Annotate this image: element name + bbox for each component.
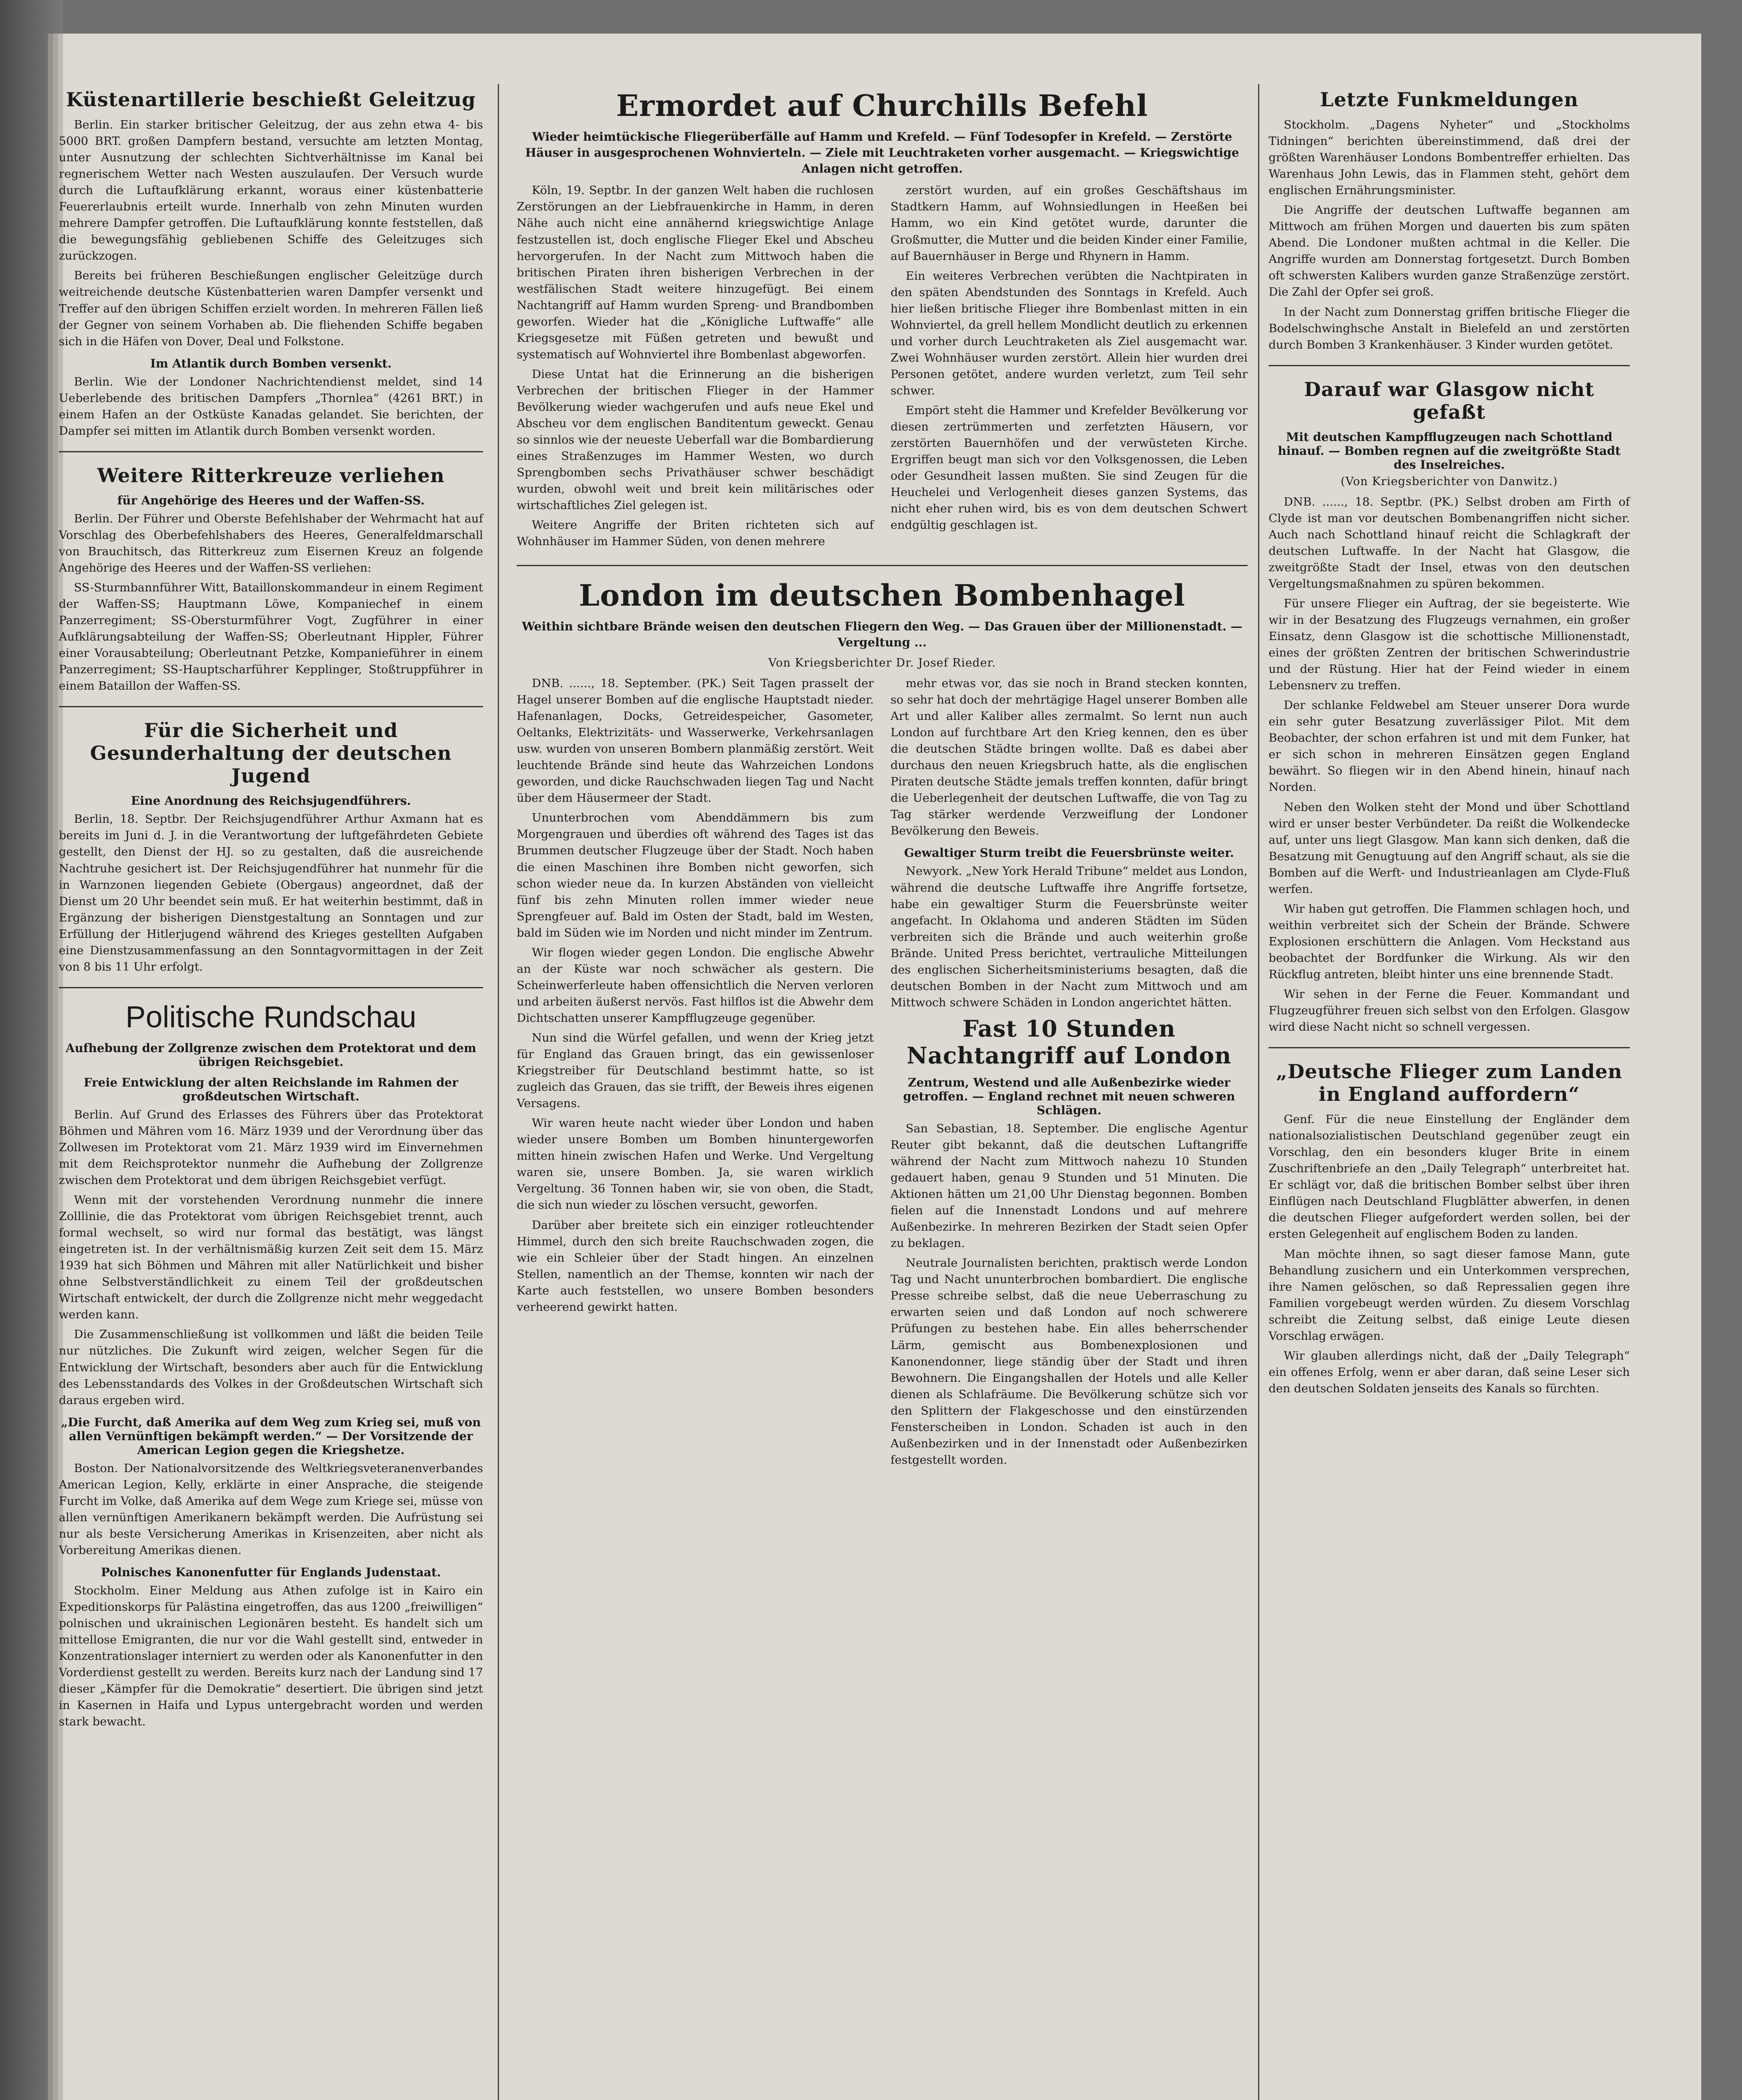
subheading: Gewaltiger Sturm treibt die Feuersbrünste weiter. bbox=[904, 846, 1234, 860]
divider bbox=[59, 987, 483, 988]
article-paragraph: Neutrale Journalisten berichten, praktisch werde London Tag und Nacht ununterbrochen bombardiert. Die englische Presse schreibe selbst, daß die neue Ueberraschung zu erwarten seien und daß London auf noch schwerere Prüfungen zu bestehen habe. Ein alles beherrschender Lärm, gemischt aus Bombenexplosionen und Kanonendonner, liege ständig über der Stadt und ihren Bewohnern. Die Eingangshallen der Hotels und alle Keller dienen als Schlafräume. Die Bevölkerung schütze sich vor den Splittern der Flakgeschosse und den einstürzenden Fensterscheiben in London. Schaden ist auch in den Außenbezirken und in der Innenstadt oder Außenbezirken festgestellt worden. bbox=[891, 1256, 1248, 1467]
headline-churchill: Ermordet auf Churchills Befehl bbox=[616, 88, 1148, 123]
left-column bbox=[59, 84, 483, 1733]
article-paragraph: DNB. ......, 18. September. (PK.) Seit Tagen prasselt der Hagel unserer Bomben auf die englische Hauptstadt nieder. Hafenanlagen, Docks, Getreidespeicher, Gasometer, Oeltanks, Elektrizitäts- und Wasserwerke, Verkehrsanlagen usw. wurden von unseren Bombern planmäßig zerstört. Weit leuchtende Brände sind heute das Wahrzeichen Londons geworden, und dicke Rauchschwaden liegen Tag und Nacht über dem Häusermeer der Stadt. bbox=[517, 677, 874, 805]
headline-kuestenartillerie: Küstenartillerie beschießt Geleitzug bbox=[66, 88, 476, 111]
article-paragraph: Wir glauben allerdings nicht, daß der „Daily Telegraph“ ein offenes Erfolg, wenn er aber daran, daß seine Leser sich den deutschen Soldaten jenseits des Kanals so fürchten. bbox=[1269, 1349, 1630, 1395]
headline-london: London im deutschen Bombenhagel bbox=[579, 578, 1185, 613]
article-paragraph: Wir flogen wieder gegen London. Die englische Abwehr an der Küste war noch schwächer als gestern. Die Scheinwerferleute haben offensichtlich die Nerven verloren und arbeiten äußerst nervös. Fast hilflos ist die Abwehr dem Dichtschatten unserer Kampfflugzeuge gegenüber. bbox=[517, 945, 874, 1025]
divider bbox=[59, 451, 483, 452]
article-paragraph: Wir haben gut getroffen. Die Flammen schlagen hoch, und weithin verbreitet sich der Schein der Brände. Schwere Explosionen erschüttern die Anlagen. Vom Heckstand aus beobachtet der Bordfunker die Wirkung. Als wir den Rückflug antreten, bleibt hinter uns eine brennende Stadt. bbox=[1269, 902, 1630, 981]
article-paragraph: Die Zusammenschließung ist vollkommen und läßt die beiden Teile nur nützliches. Die Zukunft wird zeigen, welcher Segen für die Entwicklung der Wirtschaft, besonders aber auch für die Entwicklung des Lebensstandards des Volkes in der Großdeutschen Wirtschaft sich daraus ergeben wird. bbox=[59, 1328, 483, 1407]
article-paragraph: Wir waren heute nacht wieder über London und haben wieder unsere Bomben um Bomben hinuntergeworfen mitten hinein zwischen Hafen und Werke. Und Vergeltung waren sie, unsere Bomben. Ja, sie waren wirklich Vergeltung. 36 Tonnen haben wir, sie von oben, die Stadt, die sich nun wieder zu löschen versucht, geworfen. bbox=[517, 1116, 874, 1212]
headline-10-stunden: Fast 10 Stunden Nachtangriff auf London bbox=[906, 1015, 1232, 1069]
subheading: Eine Anordnung des Reichsjugendführers. bbox=[131, 794, 411, 808]
article-paragraph: Die Angriffe der deutschen Luftwaffe begannen am Mittwoch am frühen Morgen und dauerten bis zum späten Abend. Die Londoner mußten achtmal in die Keller. Die Angriffe wurden am Donnerstag fortgesetzt. Durch Bomben oft schwersten Kalibers wurden ganze Straßenzüge zerstört. Die Zahl der Opfer sei groß. bbox=[1269, 203, 1630, 299]
article-paragraph: Darüber aber breitete sich ein einziger rotleuchtender Himmel, durch den sich breite Rauchschwaden zogen, die wie ein Schleier über der Stadt hingen. An einzelnen Stellen, namentlich an der Themse, konnten wir nach der Karte auch feststellen, wo unsere Bomben besonders verheerend gewirkt hatten. bbox=[517, 1218, 874, 1314]
headline-jugend: Für die Sicherheit und Gesunderhaltung der deutschen Jugend bbox=[90, 719, 452, 788]
article-paragraph: Stockholm. „Dagens Nyheter“ und „Stockholms Tidningen“ berichten übereinstimmend, daß drei der größten Warenhäuser Londons Bombentreffer erhielten. Das Warenhaus John Lewis, das in Flammen steht, gehört dem englischen Ernährungsminister. bbox=[1269, 118, 1630, 197]
article-paragraph: mehr etwas vor, das sie noch in Brand stecken konnten, so sehr hat doch der mehrtägige Hagel unserer Bomben alle Art und aller Kaliber alles zermalmt. So lernt nun auch London auf furchtbare Art den Krieg kennen, den es über die deutschen Städte bringen wollte. Daß es dabei aber durchaus den neuen Kriegsbruch hatte, als die englischen Piraten deutsche Städte jemals treffen konnten, dafür bringt die Ueberlegenheit der deutschen Luftwaffe, die von Tag zu Tag stärker werdende Verzweiflung der Londoner Bevölkerung den Beweis. bbox=[891, 677, 1248, 838]
article-paragraph: Genf. Für die neue Einstellung der Engländer dem nationalsozialistischen Deutschland gegenüber zeugt ein Vorschlag, den ein besonders kluger Brite in einem Zuschriftenbriefe an den „Daily Telegraph“ unterbreitet hat. Er schlägt vor, daß die britischen Bomber selbst über ihren Einflügen nach Deutschland Flugblätter abwerfen, in denen die deutschen Flieger aufgefordert werden sollen, bei der ersten Gelegenheit auf englischem Boden zu landen. bbox=[1269, 1113, 1630, 1241]
article-paragraph: Man möchte ihnen, so sagt dieser famose Mann, gute Behandlung zusichern und ein Unterkommen versprechen, ihre Namen gelöschen, so daß Repressalien gegen ihre Familien vorgebeugt werden würden. Zu diesem Vorschlag schreibt die Zeitung selbst, daß einige Leute diesen Vorschlag erwägen. bbox=[1269, 1247, 1630, 1343]
article-paragraph: San Sebastian, 18. September. Die englische Agentur Reuter gibt bekannt, daß die deutschen Luftangriffe während der Nacht zum Mittwoch nahezu 10 Stunden gedauert haben, genau 9 Stunden und 51 Minuten. Die Aktionen hätten um 21,00 Uhr Dienstag begonnen. Bomben fielen auf die Innenstadt Londons und auf mehrere Außenbezirke. In mehreren Bezirken der Stadt seien Opfer zu beklagen. bbox=[891, 1121, 1248, 1250]
article-paragraph: In der Nacht zum Donnerstag griffen britische Flieger die Bodelschwinghsche Anstalt in Bielefeld an und zerstörten durch Bomben 3 Krankenhäuser. 3 Kinder wurden getötet. bbox=[1269, 305, 1630, 352]
article-paragraph: Für unsere Flieger ein Auftrag, der sie begeisterte. Wie wir in der Besatzung des Flugzeugs vernahmen, ein großer Einsatz, denn Glasgow ist die schottische Millionenstadt, eines der größten Zentren der britischen Schwerindustrie und der Rüstung. Hier hat der Feind wieder in einem Lebensnerv zu treffen. bbox=[1269, 596, 1630, 693]
article-paragraph: Wir sehen in der Ferne die Feuer. Kommandant und Flugzeugführer freuen sich selbst von den Erfolgen. Glasgow wird diese Nacht nicht so schnell vergessen. bbox=[1269, 987, 1630, 1034]
article-paragraph: Nun sind die Würfel gefallen, und wenn der Krieg jetzt für England das Grauen bringt, das ein gewissenloser Kriegstreiber für Deutschland bestimmt hatte, so ist zugleich das Grauen, das sie trifft, der Beweis ihres eigenen Versagens. bbox=[517, 1031, 874, 1110]
article-body bbox=[517, 675, 1248, 1472]
article-paragraph: Berlin. Auf Grund des Erlasses des Führers über das Protektorat Böhmen und Mähren vom 16. März 1939 und der Verordnung über das Zollwesen im Protektorat vom 21. März 1939 wird im Einvernehmen mit dem Reichsprotektor nunmehr die Aufhebung der Zollgrenze zwischen dem Protektorat und dem übrigen Reichsgebiet verfügt. bbox=[59, 1108, 483, 1187]
article-paragraph: Der schlanke Feldwebel am Steuer unserer Dora wurde ein sehr guter Besatzung zuverlässiger Pilot. Mit dem Beobachter, der schon erfahren ist und mit dem Funker, hat er sich schon in mehreren Einsätzen gegen England bewährt. So fliegen wir in den Abend hinein, hinauf nach Norden. bbox=[1269, 698, 1630, 794]
article-paragraph: Empört steht die Hammer und Krefelder Bevölkerung vor diesen zertrümmerten und zerfetzten Häusern, vor zerstörten Bauernhöfen und der verwüsteten Kirche. Ergriffen beugt man sich vor den Volksgenossen, die Leben oder Gesundheit lassen mußten. Sie sind Zeugen für die Heuchelei und Verlogenheit dieses ganzen Systems, das nicht eher ruhen wird, bis es von dem deutschen Schwert endgültig geschlagen ist. bbox=[891, 404, 1248, 532]
headline-ritterkreuze: Weitere Ritterkreuze verliehen bbox=[97, 464, 445, 487]
middle-column bbox=[517, 84, 1248, 1472]
headline-glasgow: Darauf war Glasgow nicht gefaßt bbox=[1304, 378, 1595, 423]
article-paragraph: Berlin. Ein starker britischer Geleitzug, der aus zehn etwa 4- bis 5000 BRT. großen Dampfern bestand, versuchte am letzten Montag, unter Ausnutzung der schlechten Sichtverhältnisse im Kanal bei regnerischem Wetter nach Westen auszulaufen. Der Versuch wurde durch die Luftaufklärung erkannt, woraus einer küstenbatterie Feuererlaubnis erteilt wurde. Innerhalb von zehn Minuten wurden mehrere Dampfer getroffen. Die Luftaufklärung konnte feststellen, daß die bewegungsfähig gebliebenen Schiffe des Geleitzuges sich zurückzogen. bbox=[59, 118, 483, 263]
article-paragraph: Wenn mit der vorstehenden Verordnung nunmehr die innere Zolllinie, die das Protektorat vom übrigen Reichsgebiet trennt, auch formal wechselt, so wird nur formal das bestätigt, was längst eingetreten ist. In der verhältnismäßig kurzen Zeit seit dem 15. März 1939 hat sich Böhmen und Mähren mit aller Natürlichkeit und bisher ohne Selbstverständlichkeit zu einem Teil der großdeutschen Wirtschaft entwickelt, der durch die Zollgrenze nicht mehr weggedacht werden kann. bbox=[59, 1193, 483, 1322]
column-rule bbox=[498, 84, 499, 2100]
article-paragraph: zerstört wurden, auf ein großes Geschäftshaus im Stadtkern Hamm, auf Wohnsiedlungen in Heeßen bei Hamm, wo ein Kind getötet wurde, darunter die Großmutter, die Mutter und die beiden Kinder einer Familie, auf Bauernhäuser in Berge und Rhynern in Hamm. bbox=[891, 184, 1248, 263]
article-paragraph: Berlin, 18. Septbr. Der Reichsjugendführer Arthur Axmann hat es bereits im Juni d. J. in die Verantwortung der luftgefährdeten Gebiete gestellt, den Dienst der HJ. so zu gestalten, daß die ausreichende Nachtruhe gesichert ist. Der Reichsjugendführer hat nunmehr für die in Warnzonen liegenden Gebiete (Obergaus) angeordnet, daß der Dienst um 20 Uhr beendet sein muß. Er hat weiterhin bestimmt, daß in Ergänzung der bisherigen Dienstgestaltung an Sonntagen und zur Erfüllung der Hitlerjugend während des Krieges gestellten Aufgaben eine Dienstzusammenfassung an den Sonntagvormittagen in der Zeit von 8 bis 11 Uhr erfolgt. bbox=[59, 812, 483, 974]
divider bbox=[1269, 365, 1630, 366]
article-paragraph: Stockholm. Einer Meldung aus Athen zufolge ist in Kairo ein Expeditionskorps für Palästina eingetroffen, das aus 1200 „freiwilligen“ polnischen und ukrainischen Legionären besteht. Es handelt sich um mittellose Emigranten, die nur vor die Wahl gestellt sind, entweder in Konzentrationslager interniert zu werden oder als Kanonenfutter in den Vorderdienst gestellt zu werden. Bereits kurz nach der Landung sind 17 dieser „Kämpfer für die Demokratie“ desertiert. Die übrigen sind jetzt in Kasernen in Haifa und Lypus untergebracht worden und werden stark bewacht. bbox=[59, 1583, 483, 1729]
article-paragraph: Neben den Wolken steht der Mond und über Schottland wird er unser bester Verbündeter. Da reißt die Wolkendecke auf, unter uns liegt Glasgow. Man kann sich denken, daß die Besatzung mit Genugtuung auf den Angriff schaut, als sie die Bomben auf die Werft- und Industrieanlagen am Clyde-Fluß werfen. bbox=[1269, 800, 1630, 896]
subheading: Aufhebung der Zollgrenze zwischen dem Protektorat und dem übrigen Reichsgebiet. bbox=[66, 1041, 476, 1069]
byline: Von Kriegsberichter Dr. Josef Rieder. bbox=[768, 656, 996, 670]
column-rule bbox=[1258, 84, 1259, 2100]
article-paragraph: Berlin. Der Führer und Oberste Befehlshaber der Wehrmacht hat auf Vorschlag des Oberbefehlshabers des Heeres, Generalfeldmarschall von Brauchitsch, das Ritterkreuz zum Eisernen Kreuz an folgende Angehörige des Heeres und der Waffen-SS verliehen: bbox=[59, 512, 483, 575]
article-paragraph: DNB. ......, 18. Septbr. (PK.) Selbst droben am Firth of Clyde ist man vor deutschen Bombenangriffen nicht sicher. Auch nach Schottland hinauf reicht die Schlagkraft der deutschen Luftwaffe. In der Nacht hat Glasgow, die zweitgrößte Stadt der Insel, etwas von den deutschen Vergeltungsmaßnahmen zu spüren bekommen. bbox=[1269, 495, 1630, 591]
subheading: Im Atlantik durch Bomben versenkt. bbox=[150, 356, 392, 370]
article-body bbox=[517, 182, 1248, 553]
byline: (Von Kriegsberichter von Danwitz.) bbox=[1340, 475, 1558, 488]
article-paragraph: Boston. Der Nationalvorsitzende des Weltkriegsveteranenverbandes American Legion, Kelly, erklärte in einer Ansprache, die steigende Furcht im Volke, daß Amerika auf dem Wege zum Kriege sei, müsse von allen vernünftigen Amerikanern bekämpft werden. Die Aufrüstung sei nur als beste Versicherung Amerikas in Krisenzeiten, aber nicht als Vorbereitung Amerikas dienen. bbox=[59, 1461, 483, 1557]
article-paragraph: Newyork. „New York Herald Tribune“ meldet aus London, während die deutsche Luftwaffe ihre Angriffe fortsetze, habe ein gewaltiger Sturm die Feuersbrünste weiter angefacht. In Oklahoma und anderen Städten im Süden verbreiten sich die Brände und auch weiterhin große Brände. United Press berichtet, vertrauliche Mitteilungen des englischen Sicherheitsministeriums besagten, daß die deutschen Bomben in der Nacht zum Mittwoch und am Mittwoch schwere Schäden in London angerichtet hätten. bbox=[891, 864, 1248, 1009]
subheading: Wieder heimtückische Fliegerüberfälle auf Hamm und Krefeld. — Fünf Todesopfer in Krefeld. — Zerstörte Häuser in ausgesprochenen Wohnvierteln. — Ziele mit Leuchtraketen vorher ausgemacht. — Kriegswichtige Anlagen nicht getroffen. bbox=[525, 130, 1239, 176]
subheading: Weithin sichtbare Brände weisen den deutschen Fliegern den Weg. — Das Grauen über der Millionenstadt. — Vergeltung ... bbox=[522, 620, 1243, 650]
subheading: Zentrum, Westend und alle Außenbezirke wieder getroffen. — England rechnet mit neuen schweren Schlägen. bbox=[903, 1075, 1235, 1117]
subheading: Mit deutschen Kampfflugzeugen nach Schottland hinauf. — Bomben regnen auf die zweitgrößte Stadt des Inselreiches. bbox=[1277, 430, 1621, 472]
subheading: Freie Entwicklung der alten Reichslande im Rahmen der großdeutschen Wirtschaft. bbox=[84, 1075, 458, 1103]
divider bbox=[59, 706, 483, 707]
article-paragraph: SS-Sturmbannführer Witt, Bataillonskommandeur in einem Regiment der Waffen-SS; Hauptmann Löwe, Kompaniechef in einem Panzerregiment; SS-Obersturmführer Vogt, Zugführer in einer Aufklärungsabteilung der Waffen-SS; Oberleutnant Hippler, Führer einer Vorausabteilung; Oberleutnant Petzke, Kompanieführer in einem Panzerregiment; SS-Hauptscharführer Kepplinger, Stoßtruppführer in einem Bataillon der Waffen-SS. bbox=[59, 581, 483, 693]
headline-flieger-landen: „Deutsche Flieger zum Landen in England auffordern“ bbox=[1276, 1060, 1623, 1106]
section-title-rundschau: Politische Rundschau bbox=[125, 1000, 417, 1034]
divider bbox=[517, 565, 1248, 566]
subheading: „Die Furcht, daß Amerika auf dem Weg zum Krieg sei, muß von allen Vernünftigen bekämpft werden.“ — Der Vorsitzende der American Legion gegen die Kriegshetze. bbox=[61, 1415, 481, 1457]
divider bbox=[1269, 1047, 1630, 1048]
article-paragraph: Bereits bei früheren Beschießungen englischer Geleitzüge durch weitreichende deutsche Küstenbatterien waren Dampfer versenkt und Treffer auf den übrigen Schiffen erzielt worden. In mehreren Fällen ließ der Gegner von seinem Vorhaben ab. Die fliehenden Schiffe begaben sich in die Häfen von Dover, Deal und Folkstone. bbox=[59, 269, 483, 348]
subheading: für Angehörige des Heeres und der Waffen-SS. bbox=[117, 493, 425, 507]
article-paragraph: Ununterbrochen vom Abenddämmern bis zum Morgengrauen und überdies oft während des Tages ist das Brummen deutscher Flugzeuge über der Stadt. Noch haben die einen Maschinen ihre Bomben nicht geworfen, sich schon wieder neue da. In kurzen Abständen von vielleicht fünf bis zehn Minuten rollen immer wieder neue Sprengfeuer auf. Bald im Osten der Stadt, bald im Westen, bald im Süden wie im Norden und nicht minder im Zentrum. bbox=[517, 811, 874, 940]
article-paragraph: Weitere Angriffe der Briten richteten sich auf Wohnhäuser im Hammer Süden, von denen mehrere bbox=[517, 518, 874, 549]
article-paragraph: Diese Untat hat die Erinnerung an die bisherigen Verbrechen der britischen Flieger in der Hammer Bevölkerung wieder wachgerufen und aufs neue Ekel und Abscheu vor dem englischen Banditentum geweckt. Genau so sinnlos wie der neueste Ueberfall war die Bombardierung eines Straßenzuges im Hammer Westen, wo durch Sprengbomben sechs Privathäuser schwer beschädigt wurden, obwohl weit und breit kein militärisches oder wirtschaftliches Ziel gelegen ist. bbox=[517, 367, 874, 512]
book-binding bbox=[0, 0, 63, 2100]
article-paragraph: Berlin. Wie der Londoner Nachrichtendienst meldet, sind 14 Ueberlebende des britischen Dampfers „Thornlea“ (4261 BRT.) in einem Hafen an der Ostküste Kanadas gelandet. Sie berichten, der Dampfer sei mitten im Atlantik durch Bomben versenkt worden. bbox=[59, 375, 483, 438]
article-paragraph: Köln, 19. Septbr. In der ganzen Welt haben die ruchlosen Zerstörungen an der Liebfrauenkirche in Hamm, in deren Nähe auch nicht eine annähernd kriegswichtige Anlage festzustellen ist, doch englische Flieger Ekel und Abscheu hervorgerufen. In der Nacht zum Mittwoch haben die britischen Piraten ihren bisherigen Verbrechen in der westfälischen Stadt weitere hinzugefügt. Bei einem Nachtangriff auf Hamm wurden Spreng- und Brandbomben geworfen. Wieder hat die „Königliche Luftwaffe“ alle Kriegsgesetze mit Füßen getreten und bewußt und systematisch auf Wohnviertel ihre Bombenlast abgeworfen. bbox=[517, 184, 874, 361]
right-column bbox=[1269, 84, 1630, 1400]
headline-funkmeldungen: Letzte Funkmeldungen bbox=[1320, 88, 1579, 111]
subheading: Polnisches Kanonenfutter für Englands Judenstaat. bbox=[101, 1565, 441, 1579]
article-paragraph: Ein weiteres Verbrechen verübten die Nachtpiraten in den späten Abendstunden des Sonntags in Krefeld. Auch hier ließen britische Flieger ihre Bombenlast mitten in ein Wohnviertel, da grell hellem Mondlicht deutlich zu erkennen und vorher durch Leuchtraketen als Ziel ausgemacht war. Zwei Wohnhäuser wurden zerstört. Allein hier wurden drei Personen getötet, andere wurden verletzt, zum Teil sehr schwer. bbox=[891, 269, 1248, 397]
